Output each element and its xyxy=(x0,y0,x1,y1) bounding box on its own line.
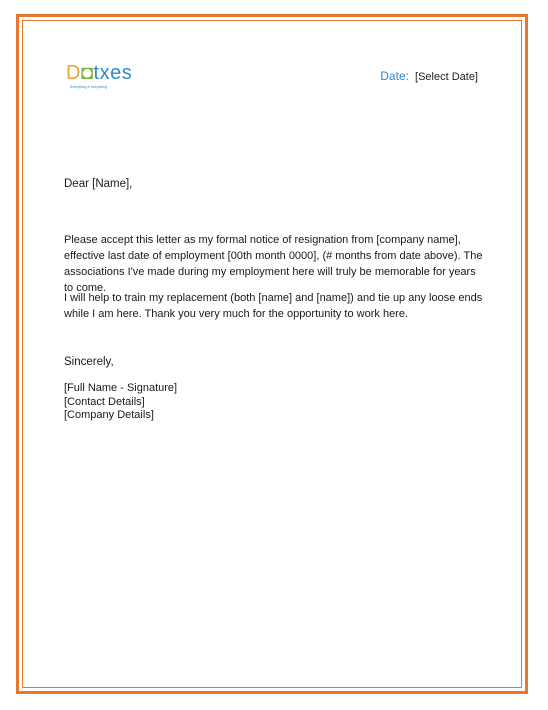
signature-line-name: [Full Name - Signature] xyxy=(64,382,178,394)
body-paragraph-2: I will help to train my replacement (both [name] and [name]) and tie up any loose ends while I am here. Thank you very much for the opportunity to work here. xyxy=(64,292,483,320)
signature-line-company: [Company Details] xyxy=(64,409,154,421)
signature-block xyxy=(64,382,177,423)
logo-wordmark: D◘txes xyxy=(66,62,133,84)
logo-check-glyph: ◘ xyxy=(80,62,94,84)
company-logo xyxy=(66,62,156,96)
signature-line-contact: [Contact Details] xyxy=(64,395,145,408)
closing: Sincerely, xyxy=(64,356,114,368)
date-row xyxy=(380,69,478,83)
logo-tagline: Everything & everything xyxy=(70,85,107,89)
date-field[interactable]: [Select Date] xyxy=(415,71,478,83)
page-border-inner xyxy=(22,20,522,688)
date-label: Date: xyxy=(380,69,409,83)
body-paragraph-1: Please accept this letter as my formal notice of resignation from [company name], effective last date of employment [00th month 0000], (# months from date above). The associations I've made during my employment here will truly be memorable for years to come. xyxy=(64,234,483,294)
salutation: Dear [Name], xyxy=(64,178,133,190)
